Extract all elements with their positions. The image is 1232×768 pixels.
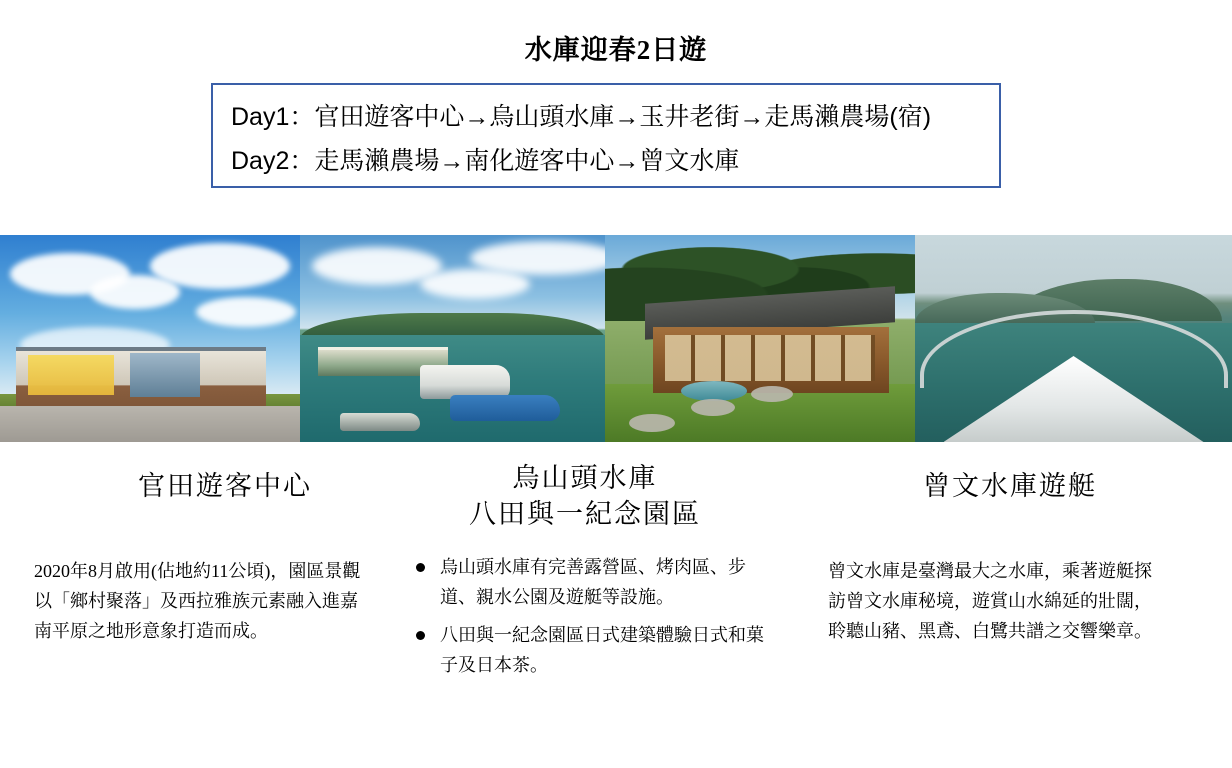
photo-zengwen-reservoir-yacht [915, 235, 1232, 442]
caption-guantian: 官田遊客中心 [138, 471, 312, 501]
description-zengwen: 曾文水庫是臺灣最大之水庫，乘著遊艇探訪曾文水庫秘境，遊賞山水綿延的壯闊，聆聽山豬、黑鳶、白鷺共譜之交響樂章。 [828, 561, 1152, 641]
caption-wushantou-line1: 烏山頭水庫 [512, 463, 658, 493]
photo-strip [0, 235, 1232, 442]
description-guantian: 2020年8月啟用(佔地約11公頃)，園區景觀以「鄉村聚落」及西拉雅族元素融入進嘉南平原之地形意象打造而成。 [34, 561, 361, 641]
itinerary-day2: Day2：走馬瀨農場→南化遊客中心→曾文水庫 [231, 147, 740, 175]
caption-zengwen: 曾文水庫遊艇 [923, 471, 1097, 501]
photo-guantian-visitor-center [0, 235, 300, 442]
list-item: 烏山頭水庫有完善露營區、烤肉區、步道、親水公園及遊艇等設施。 [414, 552, 774, 612]
description-wushantou-list [414, 552, 774, 688]
page-title: 水庫迎春2日遊 [524, 35, 708, 65]
caption-wushantou-line2: 八田與一紀念園區 [469, 499, 701, 529]
list-item: 八田與一紀念園區日式建築體驗日式和菓子及日本茶。 [414, 620, 774, 680]
itinerary-box [211, 83, 1001, 188]
itinerary-day1: Day1：官田遊客中心→烏山頭水庫→玉井老街→走馬瀨農場(宿) [231, 103, 932, 131]
photo-hatta-yoichi-memorial-house [605, 235, 915, 442]
photo-wushantou-reservoir-boats [300, 235, 605, 442]
caption-wushantou [420, 460, 750, 532]
